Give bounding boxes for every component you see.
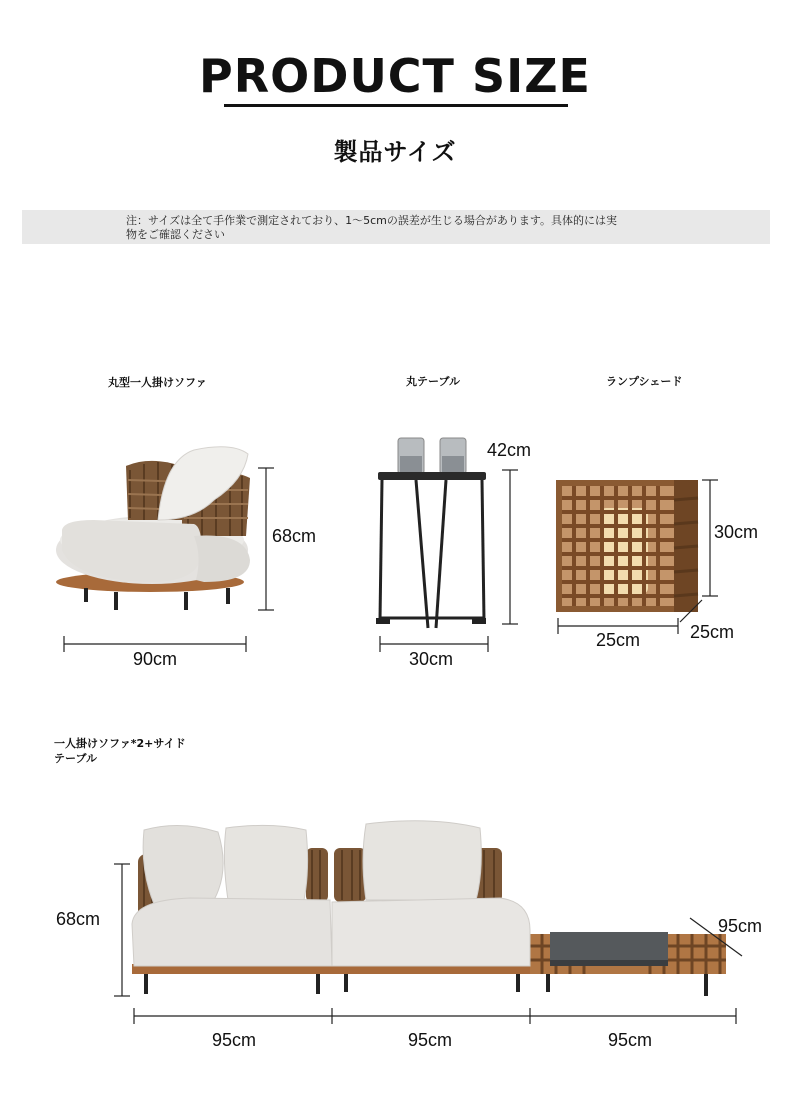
table-height-label: 42cm (487, 440, 532, 460)
sofa-height-label: 68cm (272, 526, 317, 546)
set-depth-label: 95cm (718, 916, 763, 936)
set-width-label-2: 95cm (408, 1030, 453, 1050)
sofa-set-image (130, 820, 730, 1000)
title-underline (224, 104, 568, 107)
page-subtitle: 製品サイズ (333, 138, 457, 166)
table-label: 丸テーブル (406, 375, 461, 388)
page-title: PRODUCT SIZE (199, 49, 591, 103)
set-width-label-3: 95cm (608, 1030, 653, 1050)
set-label-line-2: テーブル (54, 752, 98, 765)
set-label-line-1: 一人掛けソファ*2+サイド (54, 737, 186, 750)
table-height-dimension-line (500, 468, 520, 626)
note-line-1: 注：サイズは全て手作業で測定されており、1〜5cmの誤差が生じる場合があります。具体的には実 (126, 214, 617, 227)
set-label (54, 736, 186, 766)
lamp-shade-image (556, 480, 698, 612)
set-height-dimension-line (112, 862, 132, 998)
set-width-dimension-line (132, 1006, 738, 1026)
lamp-width-label: 25cm (596, 630, 641, 650)
set-height-label: 68cm (56, 909, 101, 929)
lamp-label: ランプシェード (606, 375, 683, 388)
note-box (22, 210, 770, 244)
round-table-image (376, 434, 492, 630)
sofa-width-label: 90cm (133, 649, 178, 669)
lamp-depth-label: 25cm (690, 622, 735, 642)
round-sofa-image (54, 440, 254, 615)
lamp-height-label: 30cm (714, 522, 759, 542)
sofa-label: 丸型一人掛けソファ (108, 376, 207, 389)
note-text (126, 214, 706, 242)
set-width-label-1: 95cm (212, 1030, 257, 1050)
table-width-label: 30cm (409, 649, 454, 669)
note-line-2: 物をご確認ください (126, 228, 225, 241)
